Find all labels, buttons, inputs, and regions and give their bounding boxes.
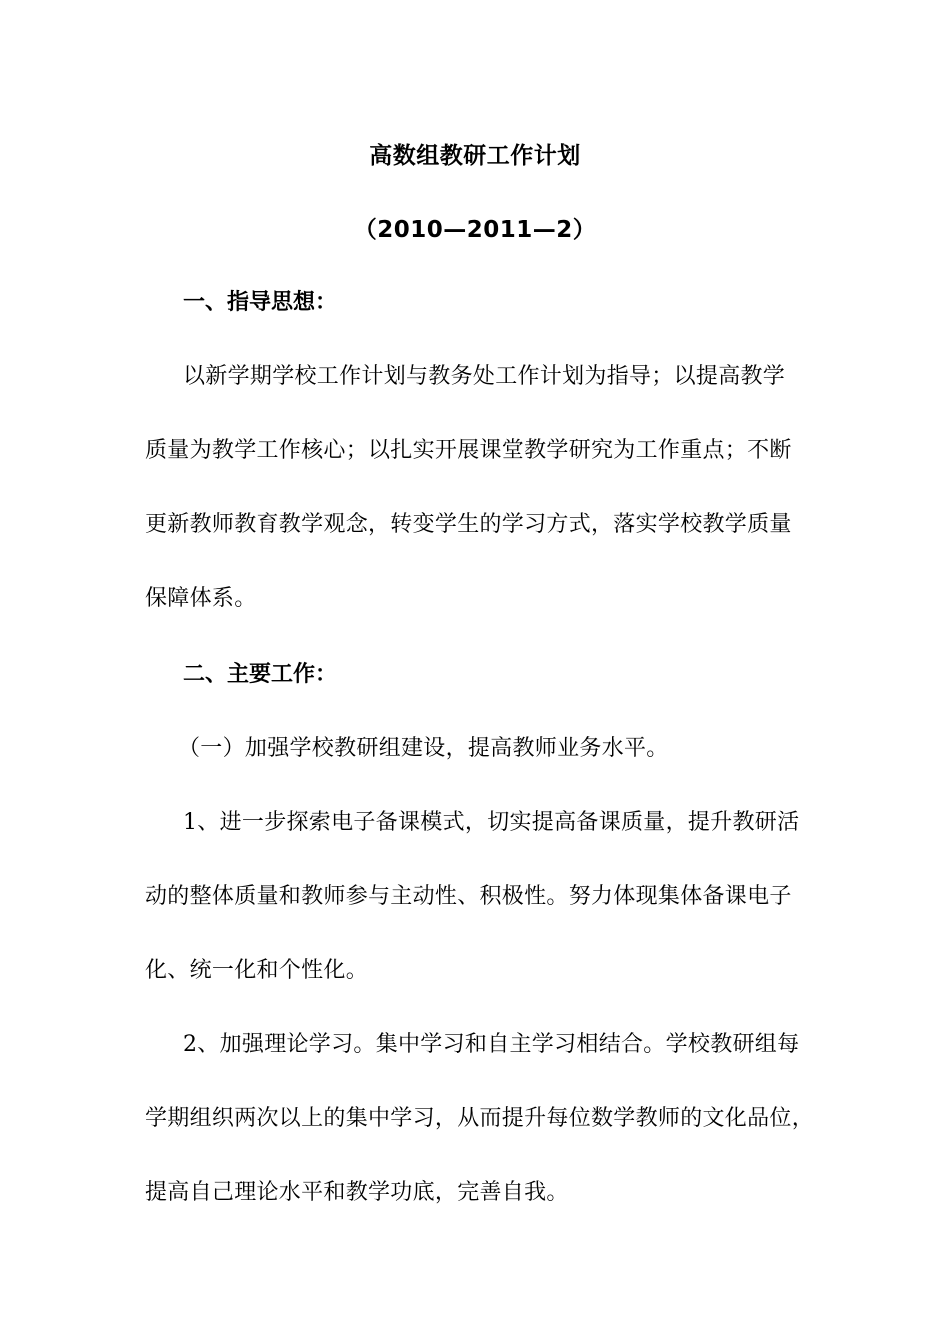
- section-heading-main-work: 二、主要工作：: [183, 662, 338, 687]
- paragraph-line: 保障体系。: [145, 586, 257, 611]
- paragraph-line: 化、统一化和个性化。: [145, 958, 369, 983]
- paragraph-line: 提高自己理论水平和教学功底，完善自我。: [145, 1180, 569, 1205]
- subsection-heading: （一）加强学校教研组建设，提高教师业务水平。: [178, 736, 669, 761]
- paragraph-line: 更新教师教育教学观念，转变学生的学习方式，落实学校教学质量: [145, 512, 792, 537]
- paragraph-line: 质量为教学工作核心；以扎实开展课堂教学研究为工作重点；不断: [145, 438, 792, 463]
- paragraph-line: 学期组织两次以上的集中学习，从而提升每位数学教师的文化品位，: [145, 1106, 815, 1131]
- paragraph-line: 2、加强理论学习。集中学习和自主学习相结合。学校教研组每: [183, 1032, 800, 1057]
- paragraph-line: 动的整体质量和教师参与主动性、积极性。努力体现集体备课电子: [145, 884, 792, 909]
- paragraph-line: 1、进一步探索电子备课模式，切实提高备课质量，提升教研活: [183, 810, 800, 835]
- document-title: 高数组教研工作计划: [369, 143, 581, 169]
- paragraph-line: 以新学期学校工作计划与教务处工作计划为指导；以提高教学: [183, 364, 786, 389]
- document-subtitle: （2010—2011—2）: [353, 217, 597, 243]
- section-heading-guiding-thought: 一、指导思想：: [183, 290, 338, 315]
